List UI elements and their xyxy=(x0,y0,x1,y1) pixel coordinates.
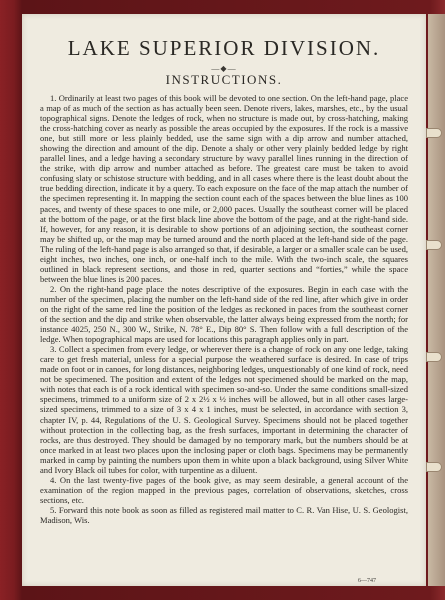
paragraph-4: 4. On the last twenty-five pages of the book give, as may seem desirable, a general account of the examination of the region mapped in the previous pages, correlation of observations, sketches, cross sections, etc. xyxy=(40,474,408,505)
binding-tab xyxy=(426,240,442,250)
binding-tab xyxy=(426,352,442,362)
page-title: LAKE SUPERIOR DIVISION. xyxy=(67,36,381,60)
paragraph-1: 1. Ordinarily at least two pages of this book will be devoted to one section. On the left-hand page, place a map of as much of the section as has actually been seen. Denote rivers, lakes, marshes, etc., by the usual topographical signs. Denote the ledges of rock, when no structure is made out, by cross-hatching, making the cross-hatching cover as nearly as possible the areas occupied by the exposures. If the rock is a massive one, but still more or less plainly bedded, use the same sign with a dip arrow and number attached, showing the direction and amount of the dip. Denote a shaly or other very plainly bedded ledge by right parallel lines, and a ledge having a secondary structure by wavy parallel lines running in the direction of the strike, with dip arrow and number attached as before. The greatest care must be taken to avoid confusing slaty or schistose structure with bedding, and in all cases where there is the least doubt about the true bedding direction, indicate it by a query. To each exposure on the face of the map attach the number of the specimen representing it. In mapping the section count each of the spaces between the blue lines as 100 paces, and twenty of these spaces to one mile, or 2,000 paces. Usually the southeast corner will be placed at the bottom of the page, or at the first black line above the bottom of the page, and at the right-hand side. If, however, for any reason, it is desirable to show portions of an adjoining section, the southeast corner may be shifted up, or the map may be turned around and the north placed at the left-hand side of the page. The ruling of the left-hand page is also arranged so that, if desirable, a larger or a smaller scale can be used, eight inches, two inches, one inch, or one-half inch to the mile. With the two-inch scale, the squares outlined in black represent sections, and those in red, quarter sections and “forties,” while the space between the blue lines is 200 paces. xyxy=(40,93,408,284)
instructions-body xyxy=(40,93,408,525)
print-code: 6—747 xyxy=(358,578,376,584)
section-heading: INSTRUCTIONS. xyxy=(165,72,283,87)
paragraph-2: 2. On the right-hand page place the notes descriptive of the exposures. Begin in each case with the number of the specimen, placing the number on the left-hand side of the red line, after which give in order on the right of the same red line the position of the ledges as reckoned in paces from the southeast corner of the section and the dip and strike when observable, the latter always being expressed from the north; for instance 4025, 250 N., 300 W., Strike, N. 78° E., Dip 80° S. Then follow with a full description of the ledge. When topographical maps are used for locations this paragraph applies only in part. xyxy=(40,283,408,345)
binding-tab xyxy=(426,462,442,472)
paragraph-5: 5. Forward this note book as soon as filled as registered mail matter to C. R. Van Hise, U. S. Geologist, Madison, Wis. xyxy=(40,504,408,525)
page-edge xyxy=(428,14,445,586)
binding-tab xyxy=(426,128,442,138)
paragraph-3: 3. Collect a specimen from every ledge, or wherever there is a change of rock on any one ledge, taking care to get fresh material, unless for a special purpose the weathered surface is desired. In case of trips made on foot or in canoes, for long distances, neighboring ledges, unquestionably of one kind of rock, need not be specimened. The position and extent of the ledges not specimened should be marked on the map, with notes that each is of a rock identical with specimen so-and-so. Under the same conditions small-sized specimens, trimmed to a uniform size of 2 x 2½ x ½ inches will be allowed, but in all other cases large-sized specimens, trimmed to a size of 3 x 4 x 1 inches, must be selected, in accordance with section 3, chapter IV, p. 44, Regulations of the U. S. Geological Survey. Specimens should not be placed together without protection in the collecting bag, as the fresh surfaces, important in determining the character of rocks, are thus destroyed. They should be damaged by no temporary mark, but the numbers should be at once marked in at least two places upon the inclosing paper or cloth bags. Specimens may be permanently marked in camp by painting the numbers upon them in white upon a black background, using Silver White and Ivory Black oil tubes for color, with turpentine as a diluent. xyxy=(40,344,408,475)
title-ornament: —◆— xyxy=(211,64,237,73)
